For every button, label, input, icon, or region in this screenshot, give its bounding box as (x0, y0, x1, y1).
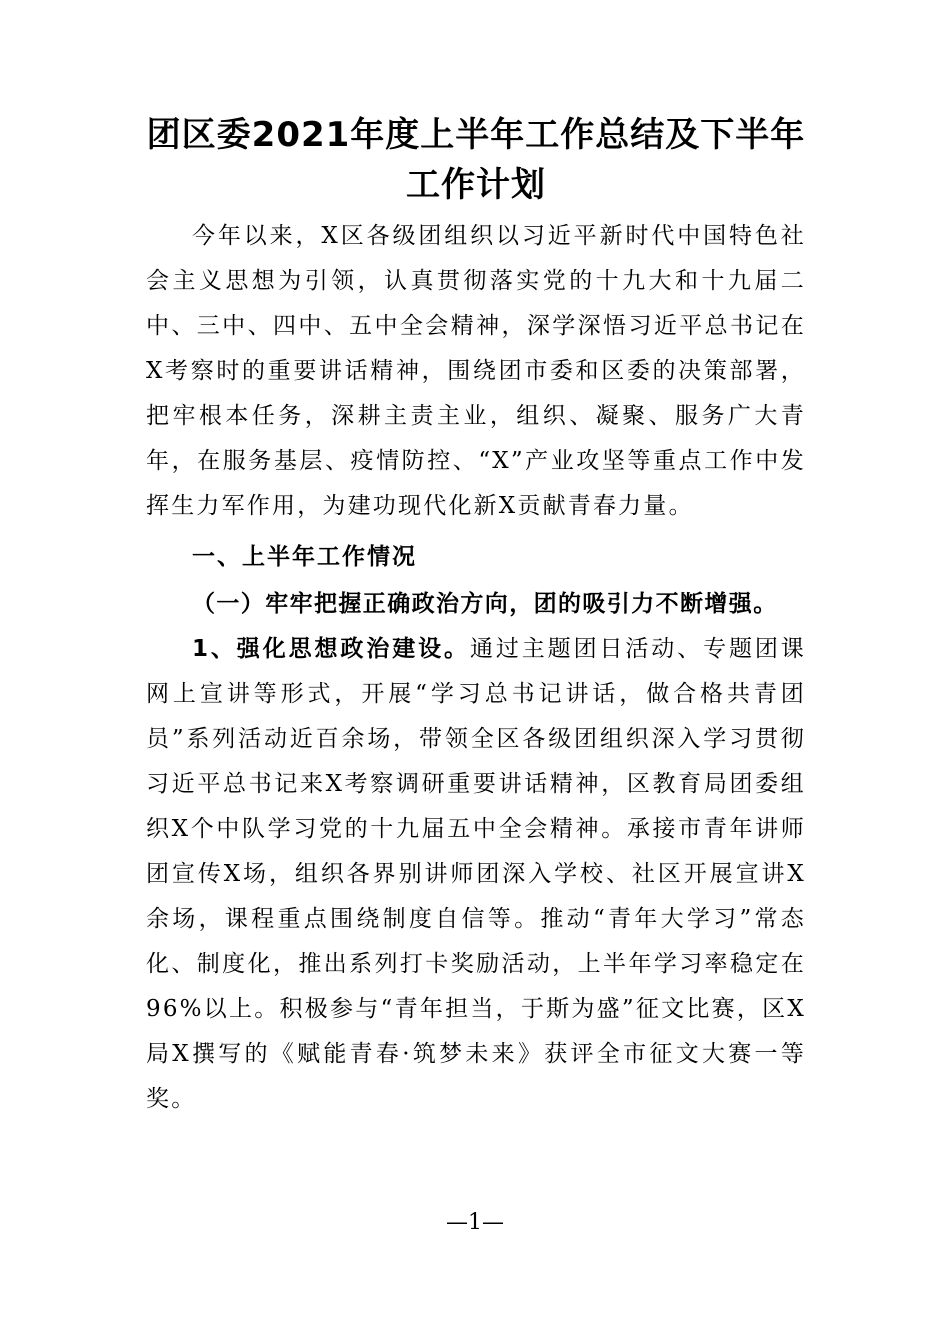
subsection-heading-1: （一）牢牢把握正确政治方向，团的吸引力不断增强。 (192, 591, 778, 617)
intro-paragraph: 今年以来，X区各级团组织以习近平新时代中国特色社会主义思想为引领，认真贯彻落实党的十九大和十九届二中、三中、四中、五中全会精神，深学深悟习近平总书记在X考察时的重要讲话精神，围绕团市委和区委的决策部署，把牢根本任务，深耕主责主业，组织、凝聚、服务广大青年，在服务基层、疫情防控、“X”产业攻坚等重点工作中发挥生力军作用，为建功现代化新X贡献青春力量。 (146, 223, 806, 519)
item-lead-1: 1、强化思想政治建设。 (192, 636, 470, 662)
document-title: 团区委2021年度上半年工作总结及下半年工作计划 (146, 115, 806, 205)
item-body-1: 通过主题团日活动、专题团课网上宣讲等形式，开展“学习总书记讲话，做合格共青团员”系列活动近百余场，带领全区各级团组织深入学习贯彻习近平总书记来X考察调研重要讲话精神，区教育局团委组织X个中队学习党的十九届五中全会精神。承接市青年讲师团宣传X场，组织各界别讲师团深入学校、社区开展宣讲X余场，课程重点围绕制度自信等。推动“青年大学习”常态化、制度化，推出系列打卡奖励活动，上半年学习率稳定在96%以上。积极参与“青年担当，于斯为盛”征文比赛，区X局X撰写的《赋能青春·筑梦未来》获评全市征文大赛一等奖。 (146, 636, 806, 1112)
document-body (146, 110, 806, 1122)
section-heading-1: 一、上半年工作情况 (192, 544, 417, 570)
page-number: —1— (446, 1210, 504, 1235)
item-paragraph-1 (146, 627, 806, 1122)
